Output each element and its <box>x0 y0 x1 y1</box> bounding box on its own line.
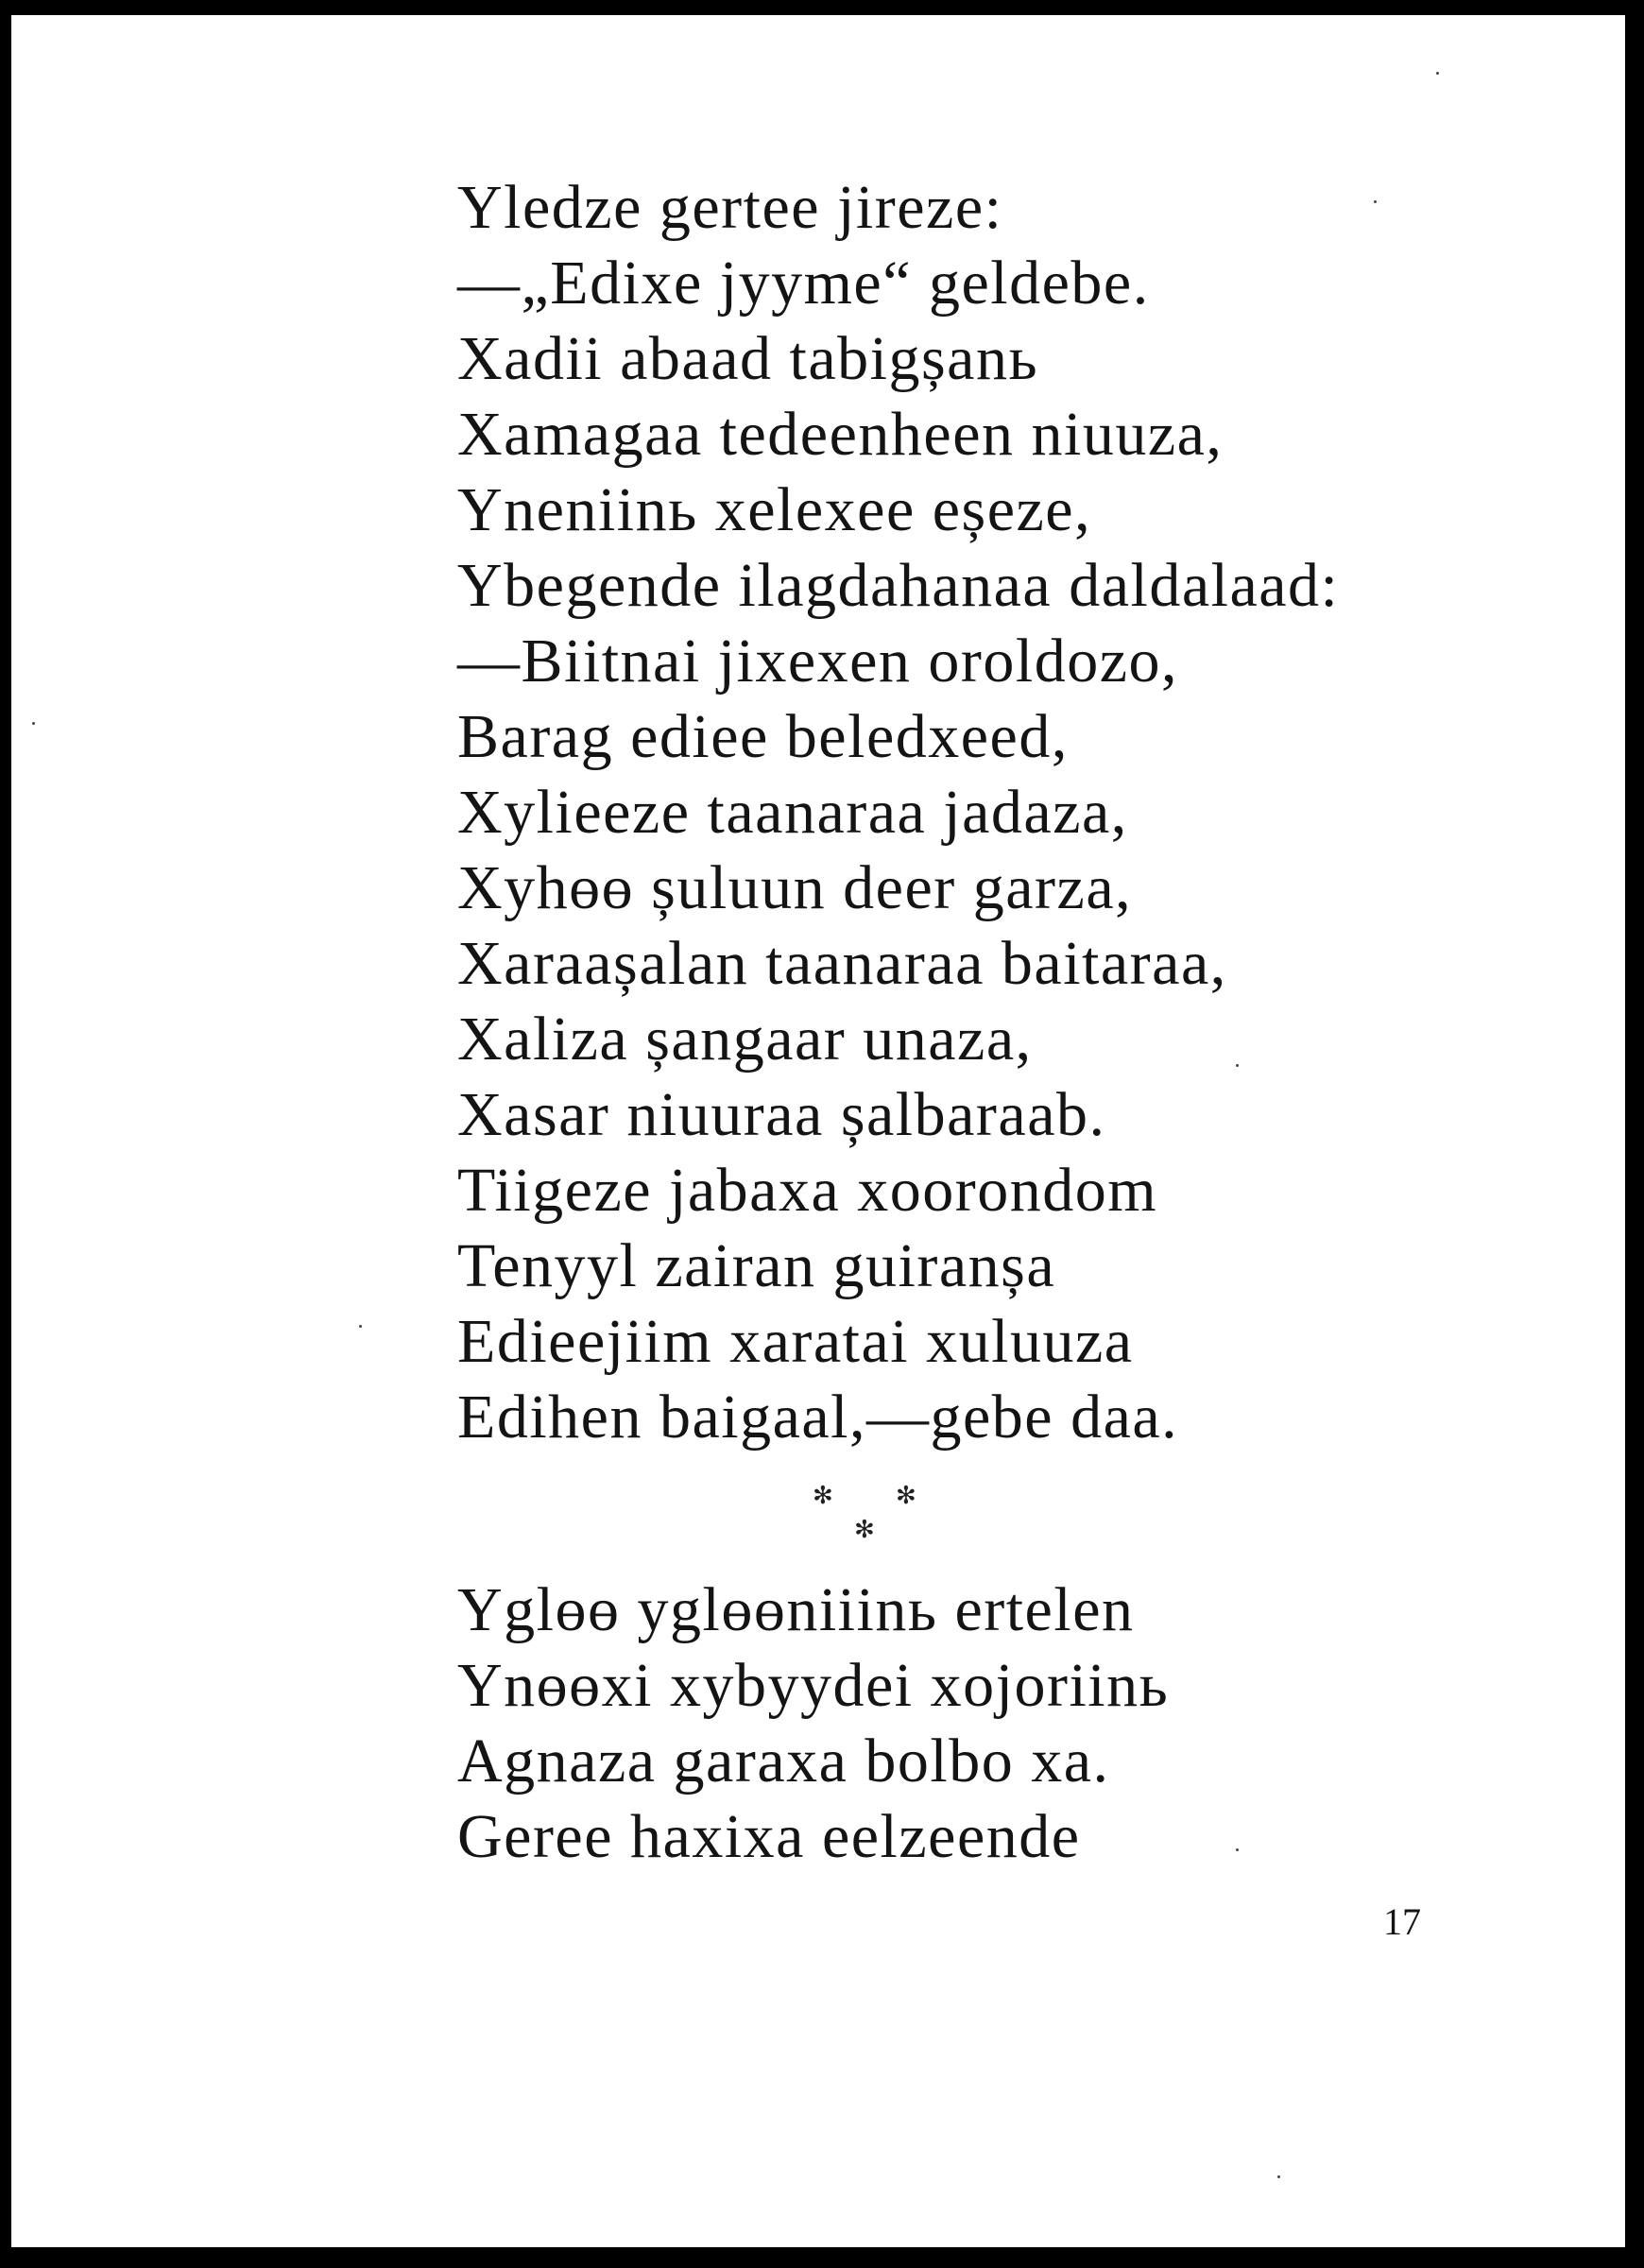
verse-line: Yledze gertee jireze: <box>457 173 1003 242</box>
verse-line: Edieejiim xaratai xuluuza <box>457 1307 1134 1376</box>
verse-line: —Biitnai jixexen oroldozo, <box>457 627 1179 696</box>
verse-line: Xasar niuuraa șalbaraab. <box>457 1080 1106 1149</box>
verse-line: Tenyyl zairan guiranșa <box>457 1231 1056 1300</box>
scan-speck <box>1236 1848 1239 1851</box>
scan-speck <box>1277 2175 1280 2178</box>
verse-line: Agnaza garaxa bolbo xa. <box>457 1727 1110 1796</box>
verse-line: Xaraașalan taanaraa baitaraa, <box>457 929 1227 998</box>
verse-line: Geree haxixa eelzeende <box>457 1802 1081 1871</box>
stanza-1 <box>457 170 1339 1455</box>
verse-line: Ybegende ilagdahanaa daldalaad: <box>457 551 1340 620</box>
scan-speck <box>32 722 35 725</box>
stanza-2 <box>457 1572 1169 1875</box>
verse-line: —„Edixe jyyme“ geldebe. <box>457 249 1150 318</box>
verse-line: Edihen baigaal,—gebe daa. <box>457 1383 1179 1452</box>
scan-speck <box>1436 72 1439 75</box>
asterisk-icon: ✻ <box>896 1482 916 1510</box>
asterisk-icon: ✻ <box>854 1516 875 1544</box>
verse-line: Tiigeze jabaxa xoorondom <box>457 1156 1158 1225</box>
page-number: 17 <box>1383 1900 1421 1943</box>
scan-speck <box>359 1325 362 1328</box>
verse-line: Yglөө yglөөniiinь ertelen <box>457 1575 1135 1644</box>
verse-line: Xadii abaad tabigșanь <box>457 324 1039 393</box>
scan-speck <box>1236 1064 1239 1067</box>
scan-speck <box>1374 200 1377 203</box>
verse-line: Xyhөө șuluun deer garza, <box>457 853 1133 922</box>
verse-line: Xaliza șangaar unaza, <box>457 1005 1033 1074</box>
verse-line: Xylieeze taanaraa jadaza, <box>457 778 1128 847</box>
asterisk-icon: ✻ <box>813 1482 833 1510</box>
verse-line: Xamagaa tedeenheen niuuza, <box>457 400 1224 469</box>
verse-line: Ynөөxi xybyydei xojoriinь <box>457 1651 1170 1720</box>
verse-line: Barag ediee beledxeed, <box>457 702 1069 771</box>
asterism-separator <box>786 1476 928 1552</box>
verse-line: Yneniinь xelexee eșeze, <box>457 475 1092 544</box>
